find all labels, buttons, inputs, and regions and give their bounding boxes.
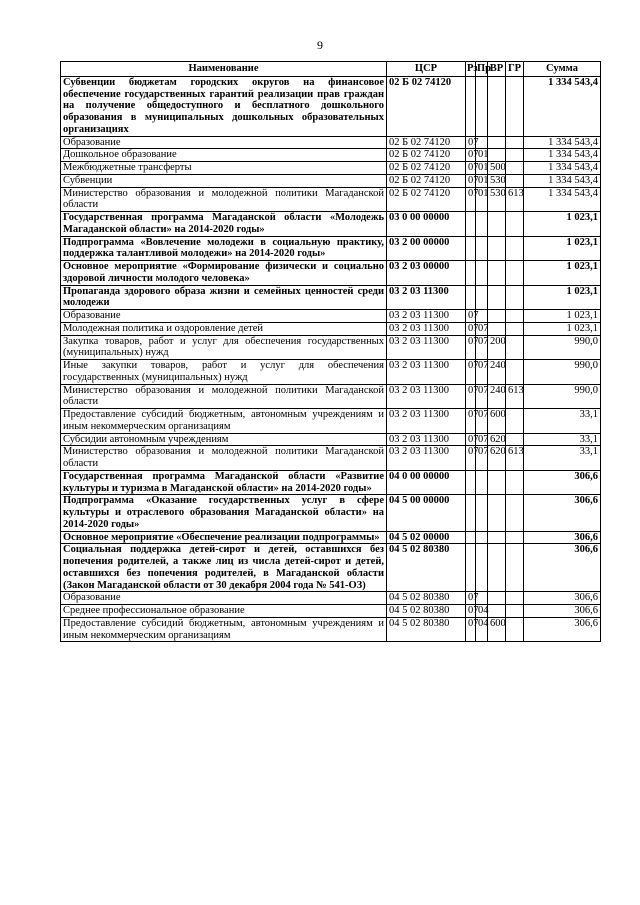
cell-vr: 620 (488, 433, 506, 446)
cell-csr: 04 5 02 80380 (387, 617, 466, 642)
cell-rz: 07 (466, 384, 476, 409)
cell-vr (488, 212, 506, 237)
cell-rz: 07 (466, 149, 476, 162)
cell-rz (466, 470, 476, 495)
table-row (61, 495, 601, 531)
cell-name: Субсидии автономным учреждениям (61, 433, 387, 446)
cell-pr (476, 212, 488, 237)
cell-pr: 07 (476, 446, 488, 471)
cell-csr: 03 2 03 11300 (387, 285, 466, 310)
cell-vr: 200 (488, 335, 506, 360)
cell-pr (476, 470, 488, 495)
cell-rz: 07 (466, 162, 476, 175)
cell-rz (466, 544, 476, 592)
cell-vr (488, 592, 506, 605)
cell-vr (488, 285, 506, 310)
cell-csr: 02 Б 02 74120 (387, 174, 466, 187)
cell-name: Предоставление субсидий бюджетным, автономным учреждениям и иным некоммерческим организациям (61, 409, 387, 434)
cell-vr (488, 136, 506, 149)
cell-rz (466, 261, 476, 286)
table-row (61, 446, 601, 471)
cell-sum: 306,6 (524, 592, 601, 605)
cell-pr (476, 544, 488, 592)
cell-rz: 07 (466, 136, 476, 149)
cell-pr (476, 261, 488, 286)
cell-gr (506, 605, 524, 618)
cell-name: Государственная программа Магаданской области «Молодежь Магаданской области» на 2014-2020 годы» (61, 212, 387, 237)
cell-name: Подпрограмма «Вовлечение молодежи в социальную практику, поддержка талантливой молодежи» на 2014-2020 годы» (61, 236, 387, 261)
cell-rz: 07 (466, 433, 476, 446)
cell-pr (476, 236, 488, 261)
cell-sum: 306,6 (524, 605, 601, 618)
cell-name: Образование (61, 136, 387, 149)
table-row (61, 136, 601, 149)
table-row (61, 285, 601, 310)
cell-rz (466, 531, 476, 544)
cell-name: Пропаганда здорового образа жизни и семейных ценностей среди молодежи (61, 285, 387, 310)
cell-name: Государственная программа Магаданской области «Развитие культуры и туризма в Магаданской области» на 2014-2020 годы» (61, 470, 387, 495)
table-row (61, 617, 601, 642)
cell-sum: 33,1 (524, 409, 601, 434)
header-csr: ЦСР (387, 62, 466, 77)
cell-name: Социальная поддержка детей-сирот и детей, оставшихся без попечения родителей, а также лиц из числа детей-сирот и детей, оставшихся без попечения родителей, в Магаданской области (Закон Магаданской области от 30 декабря 2004 года № 541-ОЗ) (61, 544, 387, 592)
cell-csr: 02 Б 02 74120 (387, 76, 466, 136)
cell-csr: 03 2 03 00000 (387, 261, 466, 286)
table-row (61, 149, 601, 162)
cell-name: Подпрограмма «Оказание государственных услуг в сфере культуры и отраслевого образования Магаданской области» на 2014-2020 годы» (61, 495, 387, 531)
cell-sum: 990,0 (524, 335, 601, 360)
cell-csr: 04 5 02 80380 (387, 544, 466, 592)
cell-pr (476, 76, 488, 136)
cell-pr: 04 (476, 617, 488, 642)
cell-pr: 07 (476, 335, 488, 360)
cell-sum: 33,1 (524, 446, 601, 471)
cell-sum: 990,0 (524, 360, 601, 385)
cell-pr (476, 495, 488, 531)
cell-rz: 07 (466, 187, 476, 212)
cell-rz (466, 495, 476, 531)
cell-sum: 1 023,1 (524, 261, 601, 286)
cell-csr: 04 0 00 00000 (387, 470, 466, 495)
cell-csr: 03 2 03 11300 (387, 335, 466, 360)
cell-name: Иные закупки товаров, работ и услуг для обеспечения государственных (муниципальных) нужд (61, 360, 387, 385)
cell-vr: 600 (488, 409, 506, 434)
cell-sum: 1 023,1 (524, 285, 601, 310)
cell-sum: 1 023,1 (524, 212, 601, 237)
table-row (61, 322, 601, 335)
cell-sum: 1 023,1 (524, 322, 601, 335)
cell-vr: 600 (488, 617, 506, 642)
cell-pr: 07 (476, 360, 488, 385)
table-row (61, 261, 601, 286)
cell-name: Закупка товаров, работ и услуг для обеспечения государственных (муниципальных) нужд (61, 335, 387, 360)
cell-vr (488, 149, 506, 162)
header-pr: Пр (476, 62, 488, 77)
cell-csr: 03 2 03 11300 (387, 360, 466, 385)
cell-rz: 07 (466, 360, 476, 385)
header-rz: Рз (466, 62, 476, 77)
table-row (61, 335, 601, 360)
cell-sum: 1 334 543,4 (524, 136, 601, 149)
cell-csr: 03 2 03 11300 (387, 384, 466, 409)
cell-csr: 04 5 02 00000 (387, 531, 466, 544)
cell-pr: 07 (476, 384, 488, 409)
header-sum: Сумма (524, 62, 601, 77)
cell-gr (506, 162, 524, 175)
cell-name: Молодежная политика и оздоровление детей (61, 322, 387, 335)
cell-sum: 306,6 (524, 470, 601, 495)
cell-csr: 03 0 00 00000 (387, 212, 466, 237)
table-row (61, 360, 601, 385)
cell-rz: 07 (466, 174, 476, 187)
cell-gr (506, 409, 524, 434)
cell-gr (506, 592, 524, 605)
cell-name: Основное мероприятие «Обеспечение реализации подпрограммы» (61, 531, 387, 544)
cell-sum: 1 023,1 (524, 236, 601, 261)
cell-csr: 03 2 03 11300 (387, 446, 466, 471)
cell-vr: 500 (488, 162, 506, 175)
page-number: 9 (317, 38, 323, 52)
cell-csr: 02 Б 02 74120 (387, 136, 466, 149)
table-row (61, 470, 601, 495)
cell-sum: 1 334 543,4 (524, 149, 601, 162)
table-row (61, 544, 601, 592)
cell-rz (466, 236, 476, 261)
cell-sum: 1 334 543,4 (524, 187, 601, 212)
cell-sum: 306,6 (524, 531, 601, 544)
cell-vr: 530 (488, 187, 506, 212)
cell-rz (466, 212, 476, 237)
cell-sum: 306,6 (524, 617, 601, 642)
cell-pr: 07 (476, 409, 488, 434)
cell-sum: 306,6 (524, 544, 601, 592)
table-row (61, 174, 601, 187)
cell-name: Министерство образования и молодежной политики Магаданской области (61, 446, 387, 471)
cell-sum: 1 334 543,4 (524, 76, 601, 136)
cell-csr: 04 5 02 80380 (387, 605, 466, 618)
cell-vr (488, 531, 506, 544)
cell-sum: 1 334 543,4 (524, 174, 601, 187)
cell-gr (506, 360, 524, 385)
header-name: Наименование (61, 62, 387, 77)
cell-gr (506, 617, 524, 642)
cell-gr (506, 531, 524, 544)
cell-gr (506, 212, 524, 237)
cell-rz: 07 (466, 310, 476, 323)
cell-pr: 01 (476, 174, 488, 187)
table-row (61, 162, 601, 175)
cell-rz (466, 76, 476, 136)
cell-gr (506, 285, 524, 310)
cell-name: Предоставление субсидий бюджетным, автономным учреждениям и иным некоммерческим организациям (61, 617, 387, 642)
cell-pr (476, 285, 488, 310)
cell-rz: 07 (466, 322, 476, 335)
cell-gr (506, 261, 524, 286)
cell-rz: 07 (466, 617, 476, 642)
header-gr: ГР (506, 62, 524, 77)
cell-sum: 990,0 (524, 384, 601, 409)
cell-vr (488, 495, 506, 531)
cell-rz (466, 285, 476, 310)
cell-sum: 306,6 (524, 495, 601, 531)
cell-vr: 240 (488, 360, 506, 385)
header-vr: ВР (488, 62, 506, 77)
cell-name: Министерство образования и молодежной политики Магаданской области (61, 384, 387, 409)
cell-gr (506, 149, 524, 162)
table-row (61, 384, 601, 409)
cell-name: Межбюджетные трансферты (61, 162, 387, 175)
cell-csr: 02 Б 02 74120 (387, 162, 466, 175)
budget-table (60, 61, 601, 642)
cell-pr: 07 (476, 322, 488, 335)
cell-gr: 613 (506, 187, 524, 212)
table-header-row (61, 62, 601, 77)
cell-gr (506, 495, 524, 531)
cell-rz: 07 (466, 335, 476, 360)
cell-pr: 07 (476, 433, 488, 446)
cell-csr: 03 2 03 11300 (387, 433, 466, 446)
cell-gr (506, 335, 524, 360)
cell-pr: 01 (476, 187, 488, 212)
cell-vr: 240 (488, 384, 506, 409)
cell-csr: 04 5 02 80380 (387, 592, 466, 605)
table-row (61, 76, 601, 136)
cell-gr (506, 174, 524, 187)
cell-name: Образование (61, 310, 387, 323)
cell-name: Дошкольное образование (61, 149, 387, 162)
cell-sum: 1 023,1 (524, 310, 601, 323)
cell-rz: 07 (466, 592, 476, 605)
cell-gr: 613 (506, 446, 524, 471)
cell-vr: 530 (488, 174, 506, 187)
cell-gr (506, 470, 524, 495)
cell-gr (506, 544, 524, 592)
cell-vr (488, 470, 506, 495)
table-row (61, 592, 601, 605)
cell-name: Субвенции бюджетам городских округов на финансовое обеспечение государственных гарантий реализации прав граждан на получение общедоступного и бесплатного дошкольного образования в муниципальных дошкольных образовательных организациях (61, 76, 387, 136)
cell-gr: 613 (506, 384, 524, 409)
table-row (61, 531, 601, 544)
cell-name: Основное мероприятие «Формирование физически и социально здоровой личности молодого человека» (61, 261, 387, 286)
cell-vr (488, 76, 506, 136)
cell-csr: 03 2 03 11300 (387, 310, 466, 323)
cell-rz: 07 (466, 409, 476, 434)
cell-sum: 1 334 543,4 (524, 162, 601, 175)
cell-csr: 03 2 03 11300 (387, 409, 466, 434)
table-row (61, 187, 601, 212)
cell-csr: 02 Б 02 74120 (387, 187, 466, 212)
cell-gr (506, 433, 524, 446)
cell-csr: 04 5 00 00000 (387, 495, 466, 531)
cell-sum: 33,1 (524, 433, 601, 446)
cell-pr (476, 531, 488, 544)
cell-vr: 620 (488, 446, 506, 471)
cell-vr (488, 322, 506, 335)
table-row (61, 310, 601, 323)
cell-vr (488, 236, 506, 261)
cell-pr: 04 (476, 605, 488, 618)
cell-rz: 07 (466, 605, 476, 618)
cell-csr: 03 2 03 11300 (387, 322, 466, 335)
cell-gr (506, 136, 524, 149)
cell-name: Субвенции (61, 174, 387, 187)
table-row (61, 605, 601, 618)
cell-rz: 07 (466, 446, 476, 471)
cell-gr (506, 76, 524, 136)
cell-vr (488, 544, 506, 592)
table-row (61, 409, 601, 434)
cell-name: Среднее профессиональное образование (61, 605, 387, 618)
cell-vr (488, 605, 506, 618)
cell-name: Министерство образования и молодежной политики Магаданской области (61, 187, 387, 212)
cell-vr (488, 310, 506, 323)
cell-csr: 02 Б 02 74120 (387, 149, 466, 162)
table-row (61, 433, 601, 446)
cell-gr (506, 322, 524, 335)
table-row (61, 236, 601, 261)
cell-gr (506, 236, 524, 261)
cell-name: Образование (61, 592, 387, 605)
cell-csr: 03 2 00 00000 (387, 236, 466, 261)
cell-pr: 01 (476, 149, 488, 162)
table-body (61, 76, 601, 642)
table-row (61, 212, 601, 237)
cell-gr (506, 310, 524, 323)
cell-vr (488, 261, 506, 286)
cell-pr: 01 (476, 162, 488, 175)
